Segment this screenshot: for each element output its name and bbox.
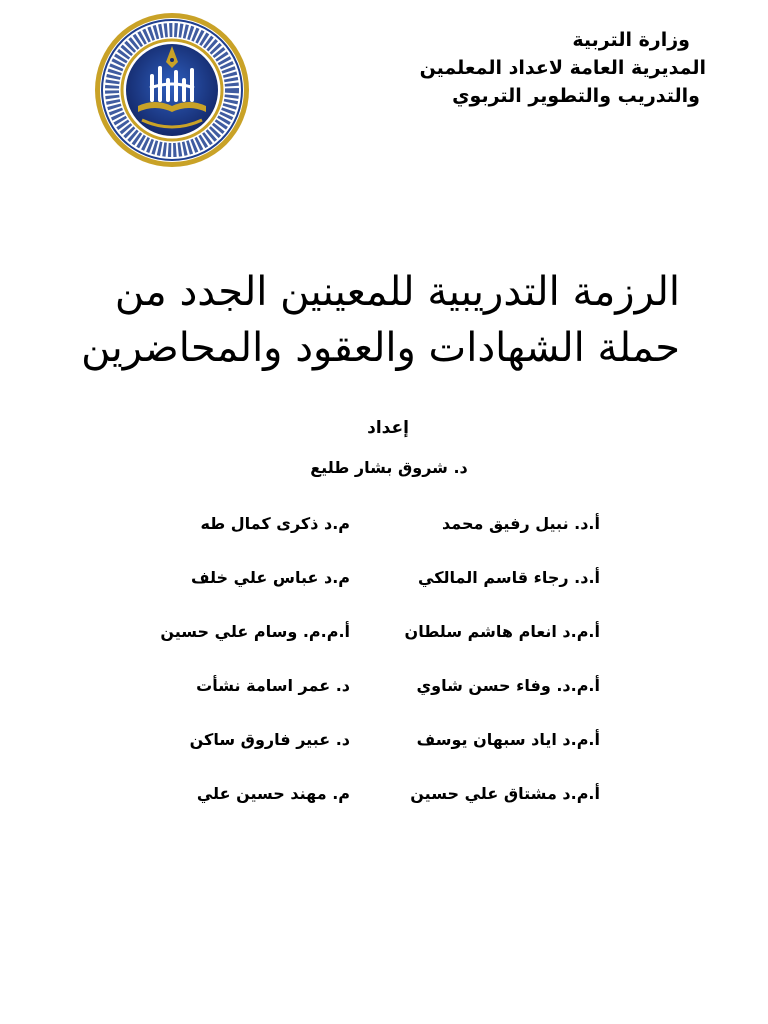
author-name: د. عمر اسامة نشأت (196, 676, 350, 695)
author-name: أ.م.م. وسام علي حسين (160, 622, 350, 641)
title-line-2: حملة الشهادات والعقود والمحاضرين (81, 325, 680, 371)
ministry-seal-icon (92, 10, 252, 170)
author-name: أ.د. رجاء قاسم المالكي (418, 568, 600, 587)
author-row (150, 730, 600, 784)
author-name: أ.د. نبيل رفيق محمد (442, 514, 600, 533)
authors-list (150, 514, 600, 838)
author-name: م.د ذكرى كمال طه (200, 514, 350, 533)
lead-author: د. شروق بشار طليع (310, 458, 468, 477)
ministry-name: وزارة التربية (572, 29, 690, 51)
department-name: والتدريب والتطوير التربوي (452, 85, 700, 107)
author-name: د. عبير فاروق ساكن (189, 730, 350, 749)
author-name: م. مهند حسين علي (196, 784, 350, 803)
author-row (150, 676, 600, 730)
author-name: م.د عباس علي خلف (190, 568, 350, 587)
author-name: أ.م.د مشتاق علي حسين (410, 784, 600, 803)
author-row (150, 622, 600, 676)
directorate-name: المديرية العامة لاعداد المعلمين (419, 57, 706, 79)
prepared-by-label: إعداد (367, 418, 409, 438)
author-row (150, 568, 600, 622)
author-row (150, 514, 600, 568)
author-name: أ.م.د اياد سبهان يوسف (416, 730, 600, 749)
author-name: أ.م.د انعام هاشم سلطان (404, 622, 600, 641)
title-line-1: الرزمة التدريبية للمعينين الجدد من (114, 269, 680, 315)
document-title (60, 264, 680, 376)
author-name: أ.م.د. وفاء حسن شاوي (416, 676, 600, 695)
ministry-header (406, 26, 706, 110)
author-row (150, 784, 600, 838)
